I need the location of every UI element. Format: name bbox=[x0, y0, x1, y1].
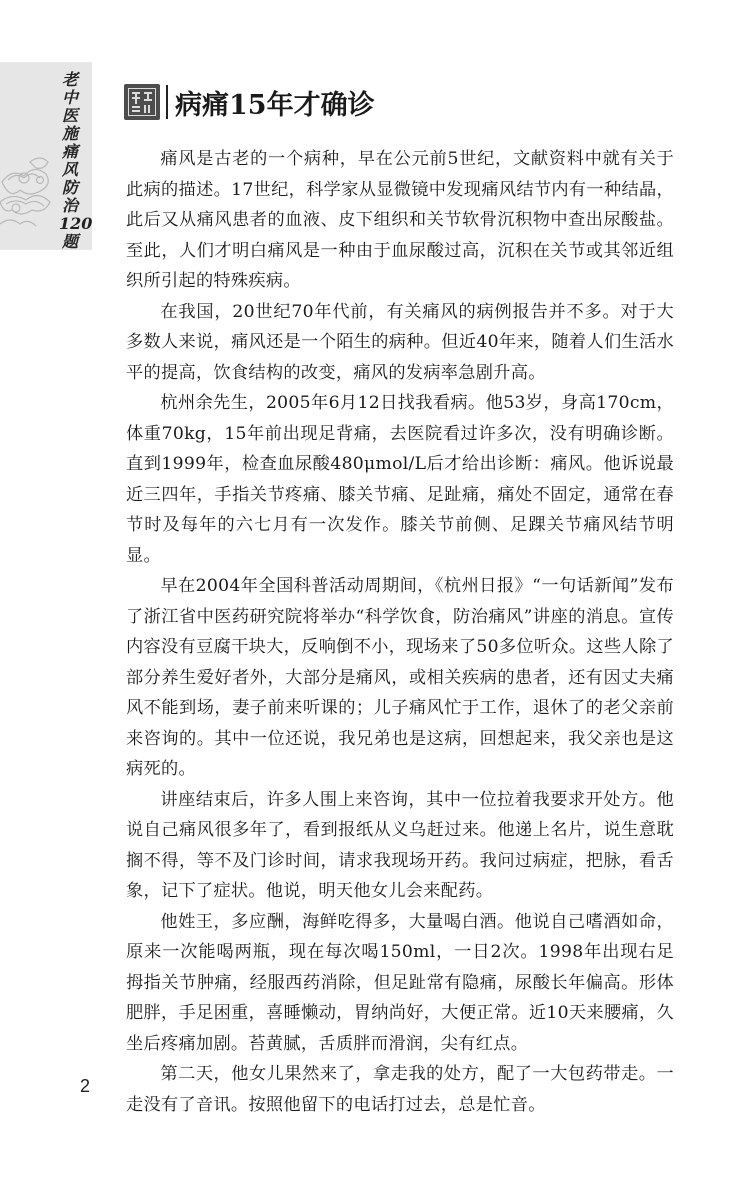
paragraph: 第二天，他女儿果然来了，拿走我的处方，配了一大包药带走。一走没有了音讯。按照他留下的电话打过去，总是忙音。 bbox=[126, 1064, 674, 1115]
paragraph: 在我国，20世纪70年代前，有关痛风的病例报告并不多。对于大多数人来说，痛风还是一个陌生的病种。但近40年来，随着人们生活水平的提高，饮食结构的改变，痛风的发病率急剧升高。 bbox=[126, 301, 674, 383]
paragraph: 讲座结束后，许多人围上来咨询，其中一位拉着我要求开处方。他说自己痛风很多年了，看到报纸从义乌赶过来。他递上名片，说生意耽搁不得，等不及门诊时间，请求我现场开药。我问过病症，把脉，看舌象，记下了症状。他说，明天他女儿会来配药。 bbox=[126, 789, 674, 901]
seal-logo-icon bbox=[124, 84, 160, 120]
header-divider bbox=[166, 85, 168, 119]
paragraph: 杭州余先生，2005年6月12日找我看病。他53岁，身高170cm，体重70kg，15年前出现足背痛，去医院看过许多次，没有明确诊断。直到1999年，检查血尿酸480μmol/L后才给出诊断：痛风。他诉说最近三四年，手指关节疼痛、膝关节痛、足趾痛，痛处不固定，通常在春节时及每年的六七月有一次发作。膝关节前侧、足踝关节痛风结节明显。 bbox=[126, 393, 674, 566]
paragraph: 早在2004年全国科普活动周期间，《杭州日报》“一句话新闻”发布了浙江省中医药研究院将举办“科学饮食，防治痛风”讲座的消息。宣传内容没有豆腐干块大，反响倒不小，现场来了50多位听众。这些人除了部分养生爱好者外，大部分是痛风，或相关疾病的患者，还有因丈夫痛风不能到场，妻子前来听课的；儿子痛风忙于工作，退休了的老父亲前来咨询的。其中一位还说，我兄弟也是这病，回想起来，我父亲也是这病死的。 bbox=[126, 576, 674, 779]
page-number: 2 bbox=[80, 1076, 91, 1096]
book-title-vertical: 老中医施痛风防治120题 bbox=[59, 70, 92, 250]
paragraph: 他姓王，多应酬，海鲜吃得多，大量喝白酒。他说自己嗜酒如命，原来一次能喝两瓶，现在每次喝150ml，一日2次。1998年出现右足拇指关节肿痛，经服西药消除，但足趾常有隐痛，尿酸长年偏高。形体肥胖，手足困重，喜睡懒动，胃纳尚好，大便正常。近10天来腰痛，久坐后疼痛加剧。苔黄腻，舌质胖而滑润，尖有红点。 bbox=[126, 911, 674, 1054]
article-body bbox=[126, 144, 674, 1120]
paragraph: 痛风是古老的一个病种，早在公元前5世纪，文献资料中就有关于此病的描述。17世纪，科学家从显微镜中发现痛风结节内有一种结晶，此后又从痛风患者的血液、皮下组织和关节软骨沉积物中查出尿酸盐。至此，人们才明白痛风是一种由于血尿酸过高，沉积在关节或其邻近组织所引起的特殊疾病。 bbox=[126, 149, 674, 291]
section-header bbox=[124, 81, 375, 123]
section-title: 病痛15年才确诊 bbox=[175, 89, 375, 121]
book-title-side-tab bbox=[0, 62, 92, 250]
